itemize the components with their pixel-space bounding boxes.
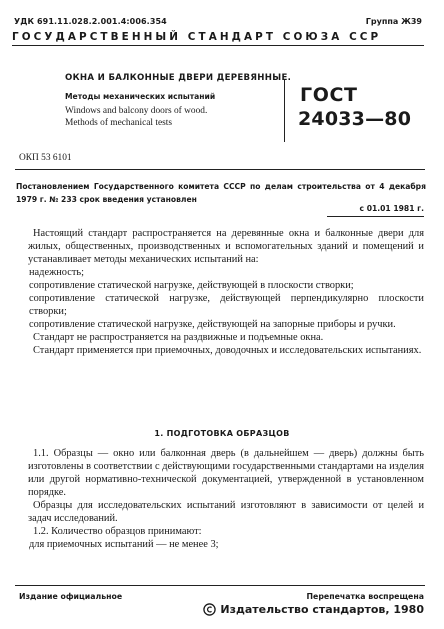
- copyright-text: Издательство стандартов, 1980: [220, 603, 424, 616]
- gost-number: 24033—80: [298, 108, 412, 130]
- group-code: Группа Ж39: [365, 17, 422, 26]
- top-rule: [12, 45, 424, 46]
- list-item: надежность;: [29, 267, 85, 278]
- title-divider: [284, 80, 285, 142]
- document-subtitle: Методы механических испытаний: [65, 92, 216, 101]
- section-heading: 1. ПОДГОТОВКА ОБРАЗЦОВ: [154, 429, 290, 438]
- section-body: [28, 447, 424, 551]
- intro-paragraph: Настоящий стандарт распространяется на деревянные окна и балконные двери для жилых, общественных, производственных и вспомогательных зданий и помещений и устанавливает методы механических испытаний на:: [28, 228, 424, 265]
- decree-text: Постановлением Государственного комитета СССР по делам строительства от 4 декабря 1979 г. № 233 срок введения установлен: [16, 182, 426, 204]
- footer-rule: [15, 585, 425, 586]
- clause-1-2-item: для приемочных испытаний — не менее 3;: [29, 539, 219, 550]
- date-underline: [327, 216, 424, 217]
- body-text: [28, 227, 424, 357]
- gost-label: ГОСТ: [300, 84, 358, 106]
- udc-code: УДК 691.11.028.2.001.4:006.354: [14, 17, 167, 26]
- reprint-notice: Перепечатка воспрещена: [306, 592, 424, 601]
- middle-rule: [15, 169, 425, 170]
- clause-1-2: 1.2. Количество образцов принимают:: [33, 526, 202, 537]
- english-title-line1: Windows and balcony doors of wood.: [65, 106, 208, 116]
- document-title: ОКНА И БАЛКОННЫЕ ДВЕРИ ДЕРЕВЯННЫЕ.: [65, 73, 292, 83]
- scope-exclusion-paragraph: Стандарт не распространяется на раздвижные и подъемные окна.: [33, 332, 324, 343]
- standard-title: ГОСУДАРСТВЕННЫЙ СТАНДАРТ СОЮЗА ССР: [12, 31, 382, 43]
- list-item: сопротивление статической нагрузке, действующей на запорные приборы и ручки.: [29, 319, 396, 330]
- okp-code: ОКП 53 6101: [19, 153, 72, 163]
- clause-1-1-research: Образцы для исследовательских испытаний изготовляют в зависимости от целей и задач исследований.: [28, 500, 424, 524]
- application-paragraph: Стандарт применяется при приемочных, доводочных и исследовательских испытаниях.: [33, 345, 422, 356]
- list-item: сопротивление статической нагрузке, действующей в плоскости створки;: [29, 280, 354, 291]
- english-title-line2: Methods of mechanical tests: [65, 118, 173, 128]
- copyright-line: [203, 603, 424, 616]
- clause-1-1: 1.1. Образцы — окно или балконная дверь (в дальнейшем — дверь) должны быть изготовлены в соответствии с действующими государственными стандартами на изделия или другой нормативно-технической документацией, утвержденной в установленном порядке.: [28, 448, 424, 498]
- official-edition: Издание официальное: [19, 592, 123, 601]
- copyright-icon: [203, 603, 216, 616]
- effective-date: с 01.01 1981 г.: [359, 204, 424, 213]
- list-item: сопротивление статической нагрузке, действующей перпендикулярно плоскости створки;: [29, 293, 424, 317]
